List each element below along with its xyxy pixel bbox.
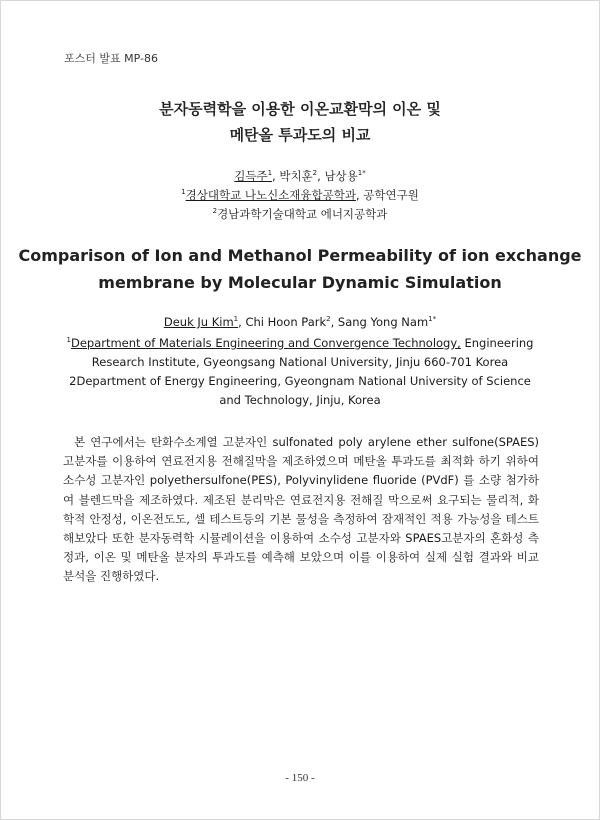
english-title-line2: membrane by Molecular Dynamic Simulation [98, 273, 502, 292]
korean-title-line2: 메탄올 투과도의 비교 [229, 126, 371, 144]
korean-affiliation-2: $^2$경남과학기술대학교 에너지공학과 [212, 207, 388, 221]
english-author-2: Chi Hoon Park$^2$ [245, 315, 331, 329]
korean-author-3: 남상용$^{1*}$ [324, 169, 366, 183]
korean-authors: 김득주$^1$, 박치훈$^2$, 남상용$^{1*}$ [234, 169, 366, 183]
english-author-1: Deuk Ju Kim$^1$ [163, 315, 239, 329]
korean-affiliation-1: $^1$경상대학교 나노신소재융합공학과, 공학연구원 [181, 188, 419, 202]
english-affiliation-2: 2Department of Energy Engineering, Gyeongnam National University of Science and Technology, Jinju, Korea [69, 374, 531, 407]
english-author-3: Sang Yong Nam$^{1*}$ [337, 315, 437, 329]
english-title-line1: Comparison of Ion and Methanol Permeability of ion exchange [18, 246, 582, 265]
english-affiliation-1: $^1$Department of Materials Engineering and Convergence Technology, Engineering Research Institute, Gyeongsang National University, Jinju 660-701 Korea [66, 336, 534, 369]
korean-title-line1: 분자동력학을 이용한 이온교환막의 이온 및 [159, 100, 441, 118]
english-authors: Deuk Ju Kim$^1$, Chi Hoon Park$^2$, Sang Yong Nam$^{1*}$ [163, 315, 437, 329]
abstract-paragraph: 본 연구에서는 탄화수소계열 고분자인 sulfonated poly arylene ether sulfone(SPAES) 고분자를 이용하여 연료전지용 전해질막을 제조하였으며 메탄올 투과도를 최적화 하기 위하여 소수성 고분자인 polyethersulfone(PES), Polyvinylidene fluoride (PVdF) 를 소량 첨가하여 블렌드막을 제조하였다. 제조된 분리막은 연료전지용 전해질 막으로써 요구되는 물리적, 화학적 안정성, 이온전도도, 셀 테스트등의 기본 물성을 측정하여 잠재적인 적용 가능성을 테스트 해보았다 또한 분자동력학 시뮬레이션을 이용하여 소수성 고분자와 SPAES고분자의 혼화성 측정과, 이온 및 메탄올 분자의 투과도를 예측해 보았으며 이를 이용하여 실제 실험 결과와 비교 분석을 진행하였다. [63, 435, 539, 584]
page-number: - 150 - [285, 772, 315, 784]
korean-author-1: 김득주$^1$ [234, 169, 273, 183]
korean-author-2: 박치훈$^2$ [279, 169, 318, 183]
session-label: 포스터 발표 MP-86 [64, 52, 158, 65]
